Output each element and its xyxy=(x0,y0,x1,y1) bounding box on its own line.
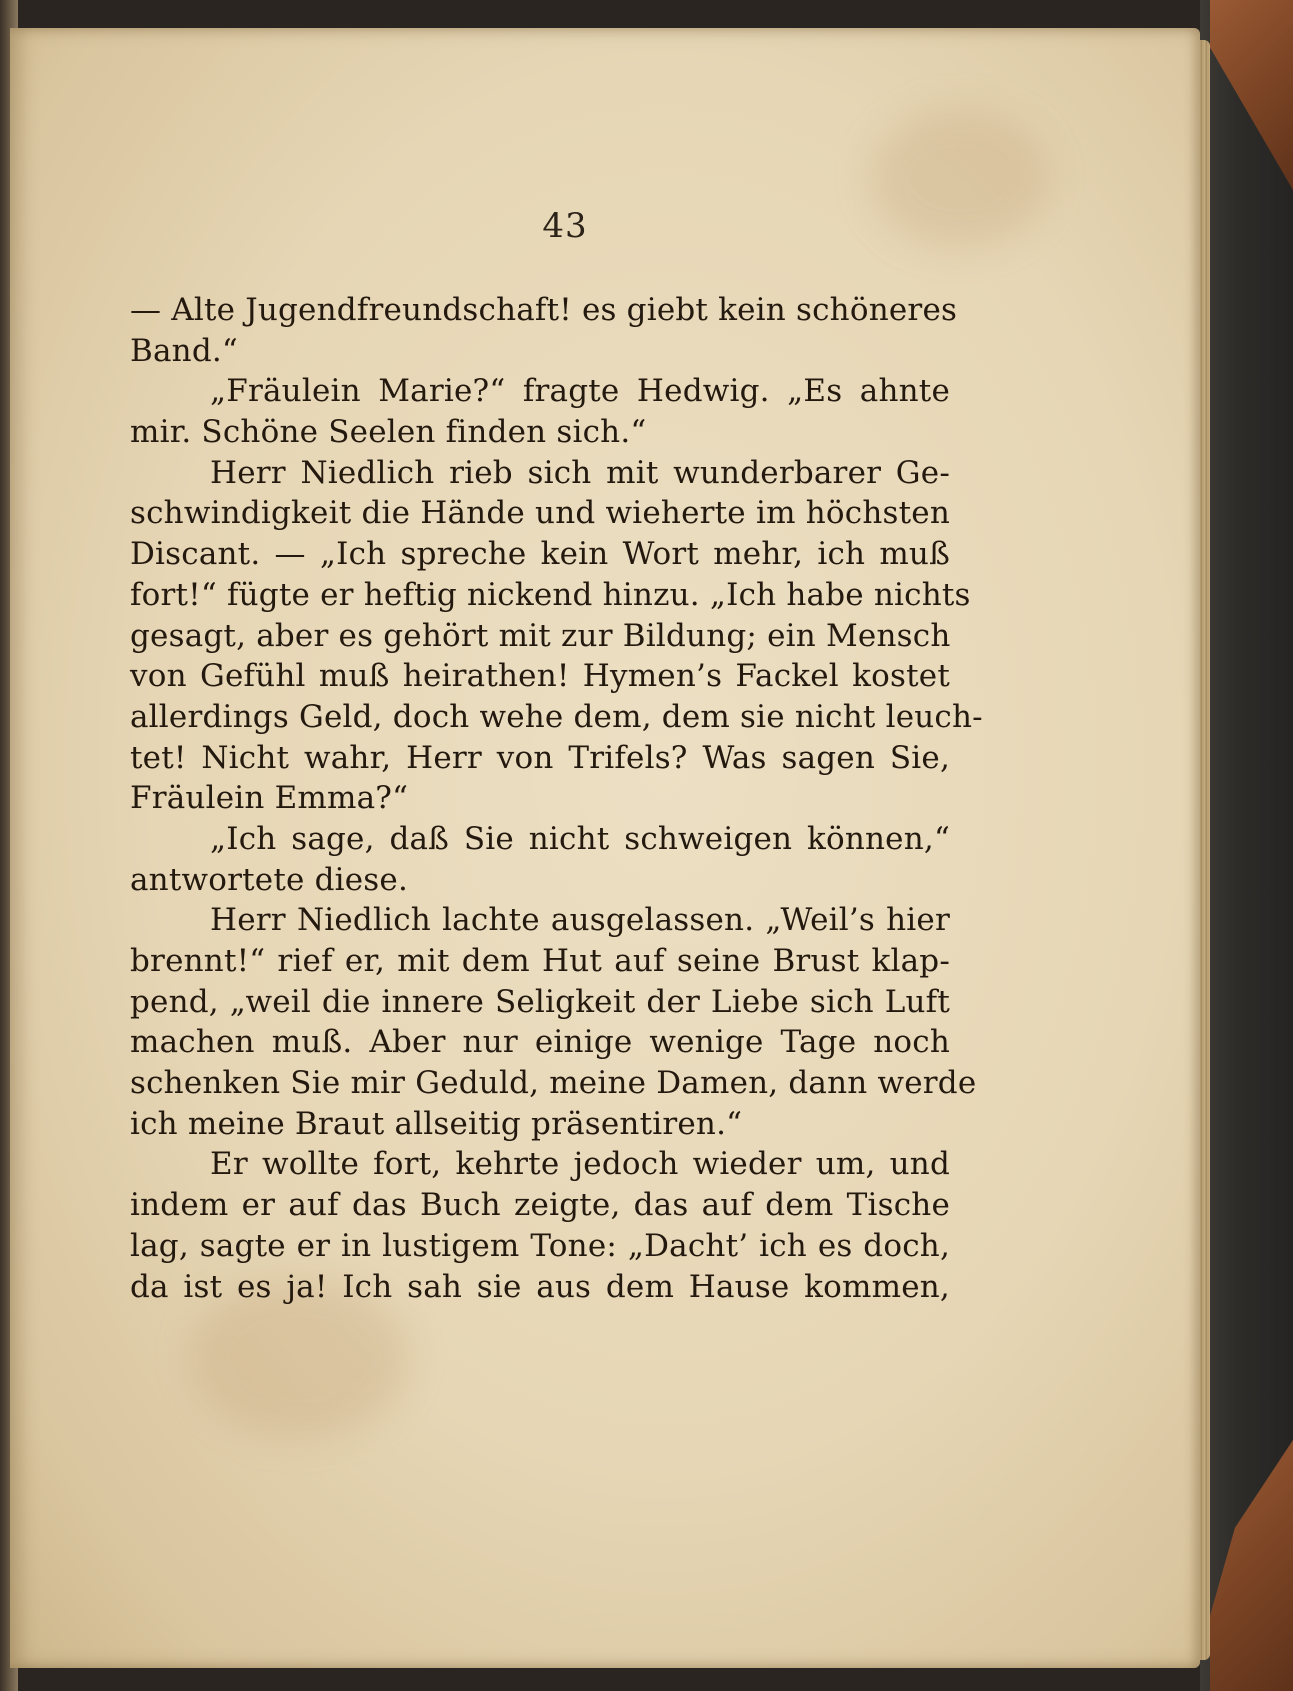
text-line: brennt!“ rief er, mit dem Hut auf seine Brust klap- xyxy=(130,943,950,979)
text-line: Herr Niedlich rieb sich mit wunderbarer Ge- xyxy=(210,454,950,491)
book-page xyxy=(10,28,1200,1668)
text-line: da ist es ja! Ich sah sie aus dem Hause kommen, xyxy=(130,1268,950,1305)
text-line: mir. Schöne Seelen finden sich.“ xyxy=(130,414,647,451)
text-line: schenken Sie mir Geduld, meine Damen, dann werde xyxy=(130,1065,977,1102)
text-line: schwindigkeit die Hände und wieherte im höchsten xyxy=(130,495,950,532)
text-line: ich meine Braut allseitig präsentiren.“ xyxy=(130,1105,743,1142)
text-line: pend, „weil die innere Seligkeit der Liebe sich Luft xyxy=(130,983,950,1020)
text-line: — Alte Jugendfreundschaft! es giebt kein schöneres xyxy=(130,292,958,328)
text-line: antwortete diese. xyxy=(130,861,408,898)
body-text xyxy=(130,290,983,1307)
text-line: „Ich sage, daß Sie nicht schweigen können,“ xyxy=(210,820,950,857)
text-line: indem er auf das Buch zeigte, das auf dem Tische xyxy=(130,1187,950,1224)
text-line: Discant. — „Ich spreche kein Wort mehr, ich muß xyxy=(130,536,950,573)
text-line: Fräulein Emma?“ xyxy=(130,780,409,817)
text-line: allerdings Geld, doch wehe dem, dem sie nicht leuch- xyxy=(130,698,983,735)
page-number: 43 xyxy=(542,206,588,246)
text-line: fort!“ fügte er heftig nickend hinzu. „Ich habe nichts xyxy=(130,576,971,613)
text-line: Er wollte fort, kehrte jedoch wieder um, und xyxy=(210,1146,950,1183)
text-line: gesagt, aber es gehört mit zur Bildung; ein Mensch xyxy=(130,617,951,654)
text-line: lag, sagte er in lustigem Tone: „Dacht’ ich es doch, xyxy=(130,1227,950,1264)
text-line: von Gefühl muß heirathen! Hymen’s Fackel kostet xyxy=(130,658,950,695)
text-line: Band.“ xyxy=(130,332,238,369)
book-cover xyxy=(1200,0,1293,1691)
text-line: „Fräulein Marie?“ fragte Hedwig. „Es ahnte xyxy=(210,373,950,410)
text-line: tet! Nicht wahr, Herr von Trifels? Was sagen Sie, xyxy=(130,739,950,776)
text-line: Herr Niedlich lachte ausgelassen. „Weil’s hier xyxy=(210,902,950,939)
text-line: machen muß. Aber nur einige wenige Tage noch xyxy=(130,1024,950,1061)
